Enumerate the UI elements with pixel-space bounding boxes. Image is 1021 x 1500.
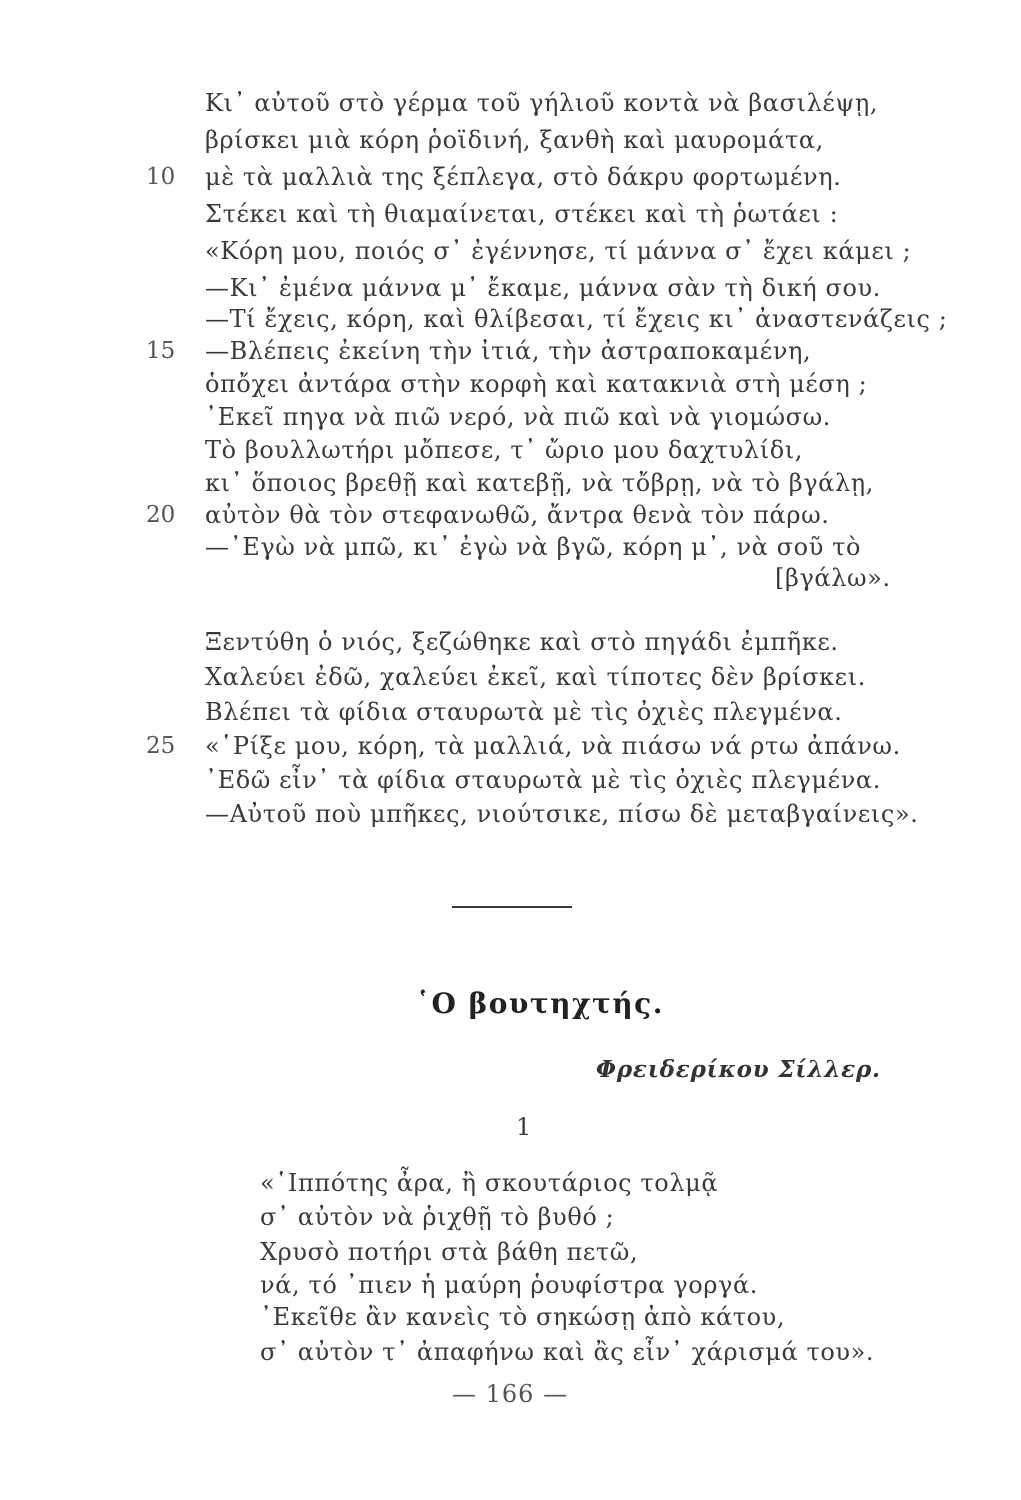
line-number: 15 — [146, 338, 176, 364]
verse-line: Βλέπει τὰ φίδια σταυρωτὰ μὲ τὶς ὀχιὲς πλεγμένα. — [205, 698, 843, 726]
verse-line: ᾽Εδῶ εἶν᾽ τὰ φίδια σταυρωτὰ μὲ τὶς ὀχιὲς πλεγμένα. — [205, 766, 881, 794]
verse-line: ᾽Εκεῖ πηγα νὰ πιῶ νερό, νὰ πιῶ καὶ νὰ γιομώσω. — [205, 403, 832, 431]
verse-line: —Τί ἔχεις, κόρη, καὶ θλίβεσαι, τί ἔχεις κι᾽ ἀναστενάζεις ; — [205, 305, 948, 333]
verse-line: —Αὐτοῦ ποὺ μπῆκες, νιούτσικε, πίσω δὲ μεταβγαίνεις». — [205, 800, 919, 828]
section-number: 1 — [516, 1113, 532, 1141]
verse-line: αὐτὸν θὰ τὸν στεφανωθῶ, ἄντρα θενὰ τὸν πάρω. — [205, 501, 830, 529]
line-number: 20 — [146, 502, 176, 528]
verse-line: Στέκει καὶ τὴ θιαμαίνεται, στέκει καὶ τὴ ῥωτάει : — [205, 200, 839, 228]
section-divider — [452, 906, 572, 908]
verse-line: ὁπὄχει ἀντάρα στὴν κορφὴ καὶ κατακνιὰ στὴ μέση ; — [205, 370, 868, 398]
verse-line: ᾽Εκεῖθε ἂν κανεὶς τὸ σηκώσῃ ἀπὸ κάτου, — [260, 1303, 786, 1331]
page-number: — 166 — — [452, 1380, 569, 1408]
verse-line: Χρυσὸ ποτήρι στὰ βάθη πετῶ, — [260, 1238, 639, 1266]
verse-line: βρίσκει μιὰ κόρη ῥοϊδινή, ξανθὴ καὶ μαυρομάτα, — [205, 126, 824, 154]
verse-line: Ξεντύθη ὁ νιός, ξεζώθηκε καὶ στὸ πηγάδι ἐμπῆκε. — [205, 628, 839, 656]
verse-line: —Βλέπεις ἐκείνη τὴν ἰτιά, τὴν ἀστραποκαμένη, — [205, 337, 812, 365]
verse-line: Κι᾽ αὐτοῦ στὸ γέρμα τοῦ γήλιοῦ κοντὰ νὰ βασιλέψῃ, — [205, 89, 879, 117]
verse-line: «῾Ρίξε μου, κόρη, τὰ μαλλιά, νὰ πιάσω νά ρτω ἀπάνω. — [205, 732, 901, 760]
verse-line: νά, τό ᾽πιεν ἡ μαύρη ῥουφίστρα γοργά. — [260, 1271, 759, 1299]
poem-title: ῾Ο βουτηχτής. — [416, 987, 664, 1020]
verse-line: —᾽Εγὼ νὰ μπῶ, κι᾽ ἐγὼ νὰ βγῶ, κόρη μ᾽, νὰ σοῦ τὸ — [205, 533, 862, 561]
verse-line: Τὸ βουλλωτήρι μὄπεσε, τ᾽ ὤριο μου δαχτυλίδι, — [205, 436, 804, 464]
verse-line: Χαλεύει ἐδῶ, χαλεύει ἐκεῖ, καὶ τίποτες δὲν βρίσκει. — [205, 663, 866, 691]
line-number: 10 — [146, 164, 176, 190]
verse-line: σ᾽ αὐτὸν νὰ ῥιχθῇ τὸ βυθό ; — [260, 1203, 615, 1231]
poem-author: Φρειδερίκου Σίλλερ. — [596, 1056, 881, 1083]
verse-line: «῾Ιππότης ἆρα, ἢ σκουτάριος τολμᾷ — [260, 1169, 719, 1197]
verse-line: μὲ τὰ μαλλιὰ της ξέπλεγα, στὸ δάκρυ φορτωμένη. — [205, 163, 842, 191]
verse-line: —Κι᾽ ἐμένα μάννα μ᾽ ἔκαμε, μάννα σὰν τὴ δική σου. — [205, 274, 881, 302]
line-number: 25 — [146, 733, 176, 759]
verse-line: κι᾽ ὅποιος βρεθῇ καὶ κατεβῇ, νὰ τὄβρῃ, νὰ τὸ βγάλῃ, — [205, 469, 874, 497]
verse-line: σ᾽ αὐτὸν τ᾽ ἀπαφήνω καὶ ἂς εἶν᾽ χάρισμά του». — [260, 1338, 875, 1366]
verse-line-continuation: [βγάλω». — [775, 564, 891, 592]
verse-line: «Κόρη μου, ποιός σ᾽ ἐγέννησε, τί μάννα σ᾽ ἔχει κάμει ; — [205, 237, 912, 265]
